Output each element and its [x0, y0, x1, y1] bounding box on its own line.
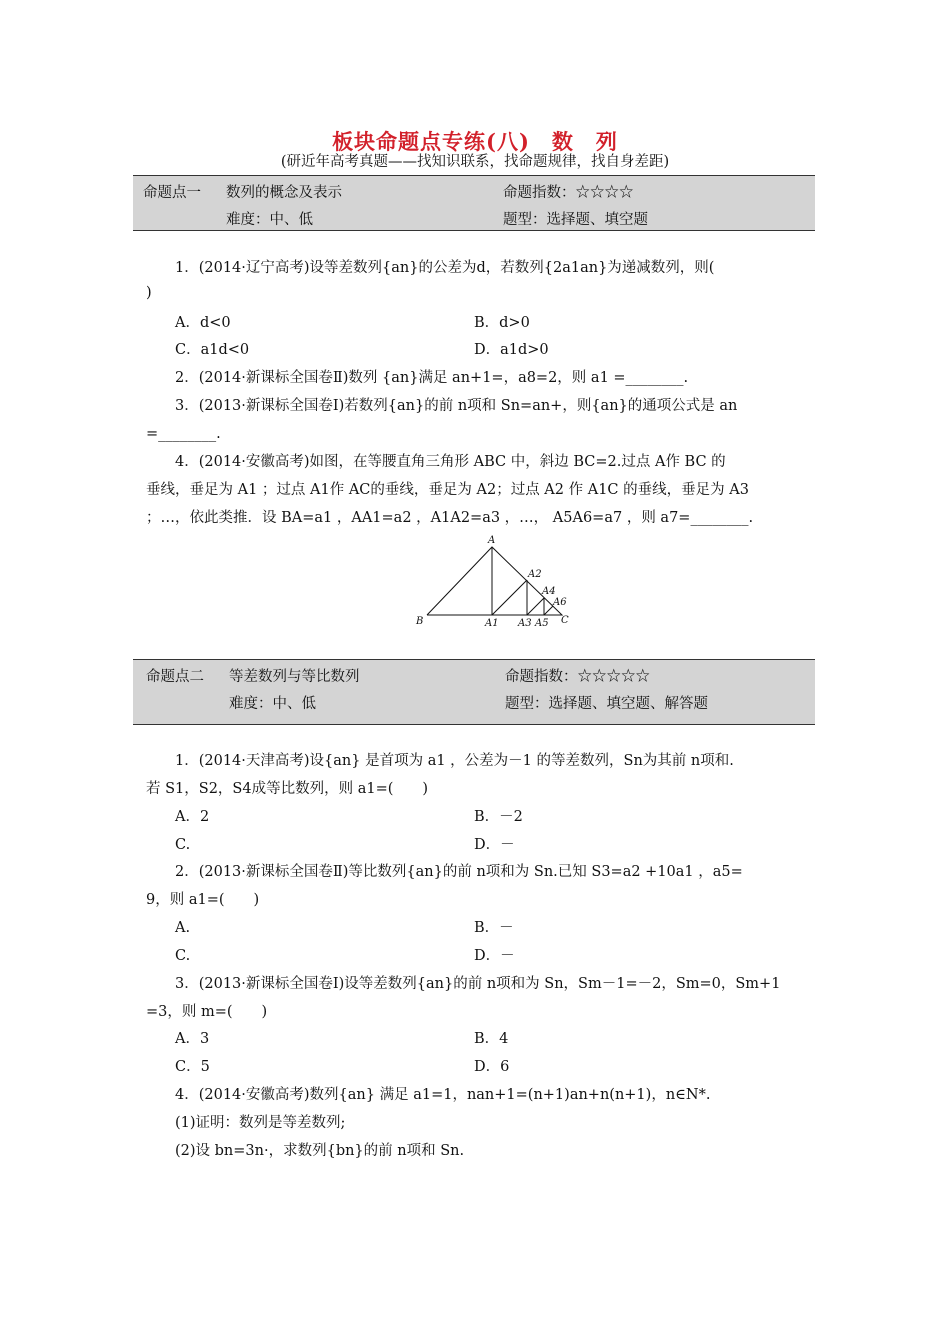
- s1q2-text: 2．(2014·新课标全国卷Ⅱ)数列 {an}满足 an+1=，a8=2，则 a1 =________.: [175, 370, 689, 386]
- s1q1-line1: 1．(2014·辽宁高考)设等差数列{an}的公差为d，若数列{2a1an}为递减数列，则(: [175, 260, 715, 276]
- s2q2-line2: 9，则 a1=( ): [146, 892, 260, 908]
- page-title: 板块命题点专练(八) 数 列: [332, 129, 618, 154]
- label-a1: A1: [485, 618, 499, 629]
- s2q4-line2: (1)证明：数列是等差数列;: [175, 1115, 346, 1131]
- s1q4-line3: ；…，依此类推．设 BA=a1 ，AA1=a2 ，A1A2=a3 ，…， A5A6=a7 ，则 a7=________.: [146, 510, 754, 526]
- section2-topic: 等差数列与等比数列: [229, 669, 360, 685]
- section1-label: 命题点一: [143, 185, 201, 201]
- label-a: A: [488, 535, 496, 546]
- section2-difficulty: 难度：中、低: [229, 696, 316, 712]
- s2q2-option-d: D．－: [474, 948, 515, 964]
- section1-difficulty: 难度：中、低: [226, 212, 313, 228]
- s2q3-line1: 3．(2013·新课标全国卷Ⅰ)设等差数列{an}的前 n项和为 Sn，Sm－1=－2，Sm=0，Sm+1: [175, 976, 781, 992]
- s2q1-line1: 1．(2014·天津高考)设{an} 是首项为 a1 ，公差为－1 的等差数列，Sn为其前 n项和.: [175, 753, 734, 769]
- segment-a1-a2: [492, 580, 527, 615]
- s1q4-line2: 垂线，垂足为 A1 ；过点 A1作 AC的垂线，垂足为 A2；过点 A2 作 A1C 的垂线，垂足为 A3: [146, 482, 749, 498]
- s1q1-option-d: D．a1d>0: [474, 342, 549, 358]
- s2q1-option-c: C.: [175, 837, 191, 853]
- section2-label: 命题点二: [146, 669, 204, 685]
- label-a4: A4: [542, 586, 556, 597]
- s1q3-line1: 3．(2013·新课标全国卷Ⅰ)若数列{an}的前 n项和 Sn=an+，则{an}的通项公式是 an: [175, 398, 738, 414]
- s2q2-line1: 2．(2013·新课标全国卷Ⅱ)等比数列{an}的前 n项和为 Sn.已知 S3=a2 +10a1 ，a5=: [175, 864, 743, 880]
- s2q3-line2: =3，则 m=( ): [146, 1004, 268, 1020]
- label-c: C: [561, 615, 569, 626]
- s2q3-option-a: A．3: [175, 1031, 210, 1047]
- s2q2-option-c: C.: [175, 948, 191, 964]
- label-b: B: [416, 616, 424, 627]
- s1q1-option-c: C．a1d<0: [175, 342, 250, 358]
- s1q3-line2: =________.: [146, 426, 221, 442]
- triangle-outline: [427, 547, 562, 615]
- section1-qtype: 题型：选择题、填空题: [503, 212, 648, 228]
- label-a6: A6: [553, 597, 567, 608]
- s2q1-line2: 若 S1，S2，S4成等比数列，则 a1=( ): [146, 781, 429, 797]
- segment-a5-a6: [544, 606, 553, 615]
- s1q1-option-a: A．d<0: [175, 315, 231, 331]
- s2q1-option-a: A．2: [175, 809, 210, 825]
- s2q1-option-b: B．－2: [474, 809, 523, 825]
- s2q2-option-a: A.: [175, 920, 191, 936]
- label-a3: A3: [518, 618, 532, 629]
- s2q4-line3: (2)设 bn=3n·，求数列{bn}的前 n项和 Sn.: [175, 1143, 465, 1159]
- section2-index: 命题指数：☆☆☆☆☆: [505, 669, 650, 685]
- segment-a3-a4: [527, 598, 544, 615]
- section1-topic: 数列的概念及表示: [226, 185, 342, 201]
- s2q4-line1: 4．(2014·安徽高考)数列{an} 满足 a1=1，nan+1=(n+1)an+n(n+1)，n∈N*.: [175, 1087, 711, 1103]
- page-subtitle: (研近年高考真题——找知识联系，找命题规律，找自身差距): [280, 154, 670, 170]
- s2q2-option-b: B．－: [474, 920, 514, 936]
- s2q3-option-b: B．4: [474, 1031, 509, 1047]
- section2-qtype: 题型：选择题、填空题、解答题: [505, 696, 708, 712]
- section1-header: [133, 175, 815, 231]
- section2-header: [133, 659, 815, 725]
- s1q1-line2: ): [146, 285, 152, 301]
- s1q1-option-b: B．d>0: [474, 315, 530, 331]
- s2q3-option-d: D．6: [474, 1059, 510, 1075]
- s1q4-line1: 4．(2014·安徽高考)如图，在等腰直角三角形 ABC 中，斜边 BC=2.过点 A作 BC 的: [175, 454, 726, 470]
- section1-index: 命题指数：☆☆☆☆: [503, 185, 634, 201]
- triangle-figure: [410, 532, 610, 632]
- label-a5: A5: [535, 618, 549, 629]
- label-a2: A2: [528, 569, 542, 580]
- s2q1-option-d: D．－: [474, 837, 515, 853]
- s2q3-option-c: C．5: [175, 1059, 210, 1075]
